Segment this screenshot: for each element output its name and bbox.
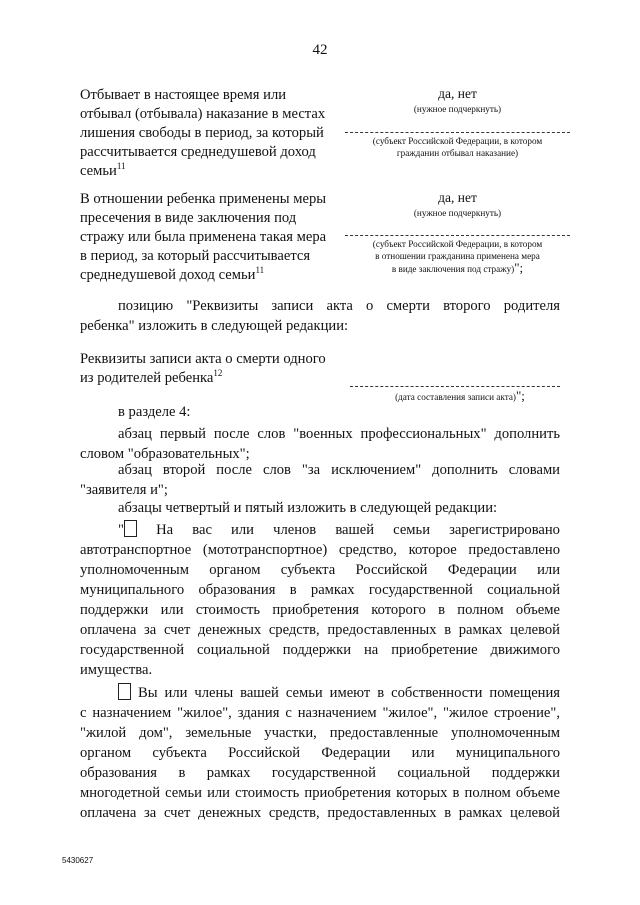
label-line: лишения свободы в период, за который: [80, 125, 324, 141]
label-line: В отношении ребенка применены меры: [80, 191, 327, 207]
subject-hint: (субъект Российской Федерации, в котором гражданин отбывал наказание): [372, 136, 543, 158]
closing-quote: ";: [515, 388, 525, 403]
subject-input-line[interactable]: [345, 132, 570, 133]
yes-no-hint: (нужное подчеркнуть): [413, 104, 502, 114]
yes-no-choice[interactable]: да, нет: [438, 86, 477, 101]
checkbox[interactable]: [124, 520, 137, 537]
subject-hint: (субъект Российской Федерации, в котором в отношении гражданина применена мера в виде заключения под стражу)";: [372, 239, 543, 275]
question-death-record: [80, 350, 345, 388]
page-number: 42: [312, 42, 328, 58]
subject-input-line[interactable]: [345, 235, 570, 236]
date-hint: (дата составления записи акта)";: [395, 388, 525, 403]
question-imprisonment: [80, 86, 345, 181]
checkbox-item-vehicle: " На вас или членов вашей семьи зарегистрировано автотранспортное (мототранспортное) средство, которое предоставлено уполномоченным органом субъекта Российской Федерации или муниципального образования в рамках государственной социальной поддержки или стоимость приобретения которого в полном объеме оплачена за счет денежных средств, предоставленных в рамках целевой государственной социальной поддержки на приобретение движимого имущества.: [80, 522, 560, 678]
yes-no-choice[interactable]: да, нет: [438, 190, 477, 205]
paragraph-1: абзац первый после слов "военных профессиональных" дополнить словом "образовательных";: [80, 426, 560, 462]
label-line: рассчитывается среднедушевой доход: [80, 144, 316, 160]
position-paragraph: позицию "Реквизиты записи акта о смерти второго родителя ребенка" изложить в следующей редакции:: [80, 298, 560, 334]
label-line: из родителей ребенка$^{12}$: [80, 368, 223, 386]
footnote-mark: 11: [255, 265, 265, 276]
paragraph-3: абзацы четвертый и пятый изложить в следующей редакции:: [118, 500, 498, 516]
yes-no-hint: (нужное подчеркнуть): [413, 208, 502, 218]
label-line: отбывал (отбывала) наказание в местах: [80, 106, 326, 122]
label-line: пресечения в виде заключения под: [80, 210, 297, 226]
label-line: среднедушевой доход семьи$^{11}$: [80, 265, 265, 283]
closing-quote: ";: [514, 260, 524, 275]
checkbox-item-property: Вы или члены вашей семьи имеют в собственности помещения с назначением "жилое", здания с назначением "жилое", "жилое строение", "жилой дом", земельные участки, предоставленные уполномоченным органом субъекта Российской Федерации или муниципального образования в рамках государственной социальной поддержки многодетной семьи или стоимость приобретения которых в полном объеме оплачена за счет денежных средств, предоставленных в рамках целевой: [80, 685, 560, 821]
open-quote: ": [118, 522, 124, 538]
label-line: стражу или была применена такая мера: [80, 229, 327, 245]
date-input-line[interactable]: [350, 386, 560, 387]
label-line: семьи$^{11}$: [80, 161, 126, 179]
label-line: Реквизиты записи акта о смерти одного: [80, 351, 326, 367]
document-code: 5430627: [62, 856, 94, 865]
question-detention: [80, 190, 345, 285]
label-line: в период, за который рассчитывается: [80, 248, 311, 264]
label-line: Отбывает в настоящее время или: [80, 87, 287, 103]
section-heading: в разделе 4:: [118, 404, 191, 420]
footnote-mark: 11: [116, 161, 126, 172]
paragraph-2: абзац второй после слов "за исключением" дополнить словами "заявителя и";: [80, 462, 560, 498]
footnote-mark: 12: [213, 368, 223, 379]
checkbox[interactable]: [118, 683, 131, 700]
